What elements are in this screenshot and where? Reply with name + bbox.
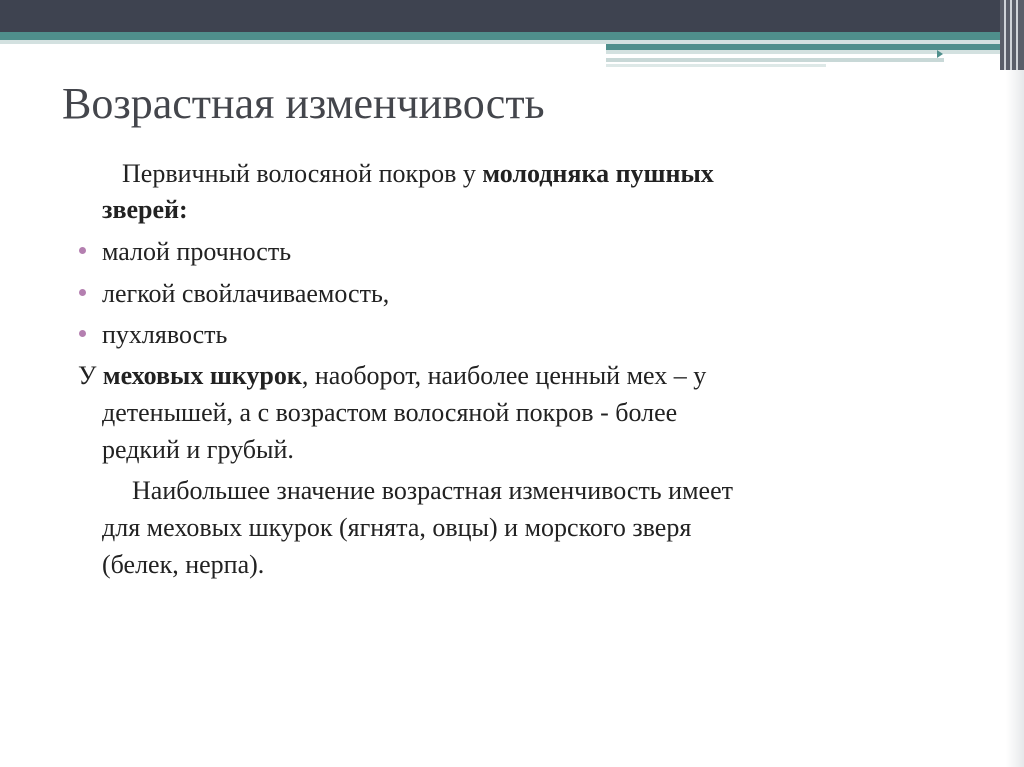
bullet-dot-icon xyxy=(79,330,86,337)
paragraph2-text: , наоборот, наиболее ценный мех – у xyxy=(301,361,707,390)
paragraph3-line-3: (белек, нерпа). xyxy=(102,550,265,579)
intro-line-1 xyxy=(122,158,714,190)
paragraph2-line-3: редкий и грубый. xyxy=(102,435,294,464)
bullet-dot-icon xyxy=(79,289,86,296)
bullet-item: легкой свойлачиваемость, xyxy=(102,279,390,308)
intro-bold-text: молодняка пушных xyxy=(482,159,714,188)
paragraph3-line-2: для меховых шкурок (ягнята, овцы) и морского зверя xyxy=(102,513,692,542)
intro-text: Первичный волосяной покров у xyxy=(122,159,483,188)
paragraph2-line-2: детенышей, а с возрастом волосяной покров - более xyxy=(102,398,678,427)
paragraph3-line-1: Наибольшее значение возрастная изменчивость имеет xyxy=(132,476,733,505)
paragraph2-line-1 xyxy=(78,360,706,392)
paragraph2-bold-text: меховых шкурок xyxy=(102,361,302,390)
intro-line-2: зверей: xyxy=(102,195,188,224)
paragraph2-prefix: У xyxy=(78,361,103,390)
bullet-item: пухлявость xyxy=(102,320,228,349)
bullet-dot-icon xyxy=(79,247,86,254)
slide-title: Возрастная изменчивость xyxy=(62,79,545,128)
bullet-item: малой прочность xyxy=(102,237,292,266)
